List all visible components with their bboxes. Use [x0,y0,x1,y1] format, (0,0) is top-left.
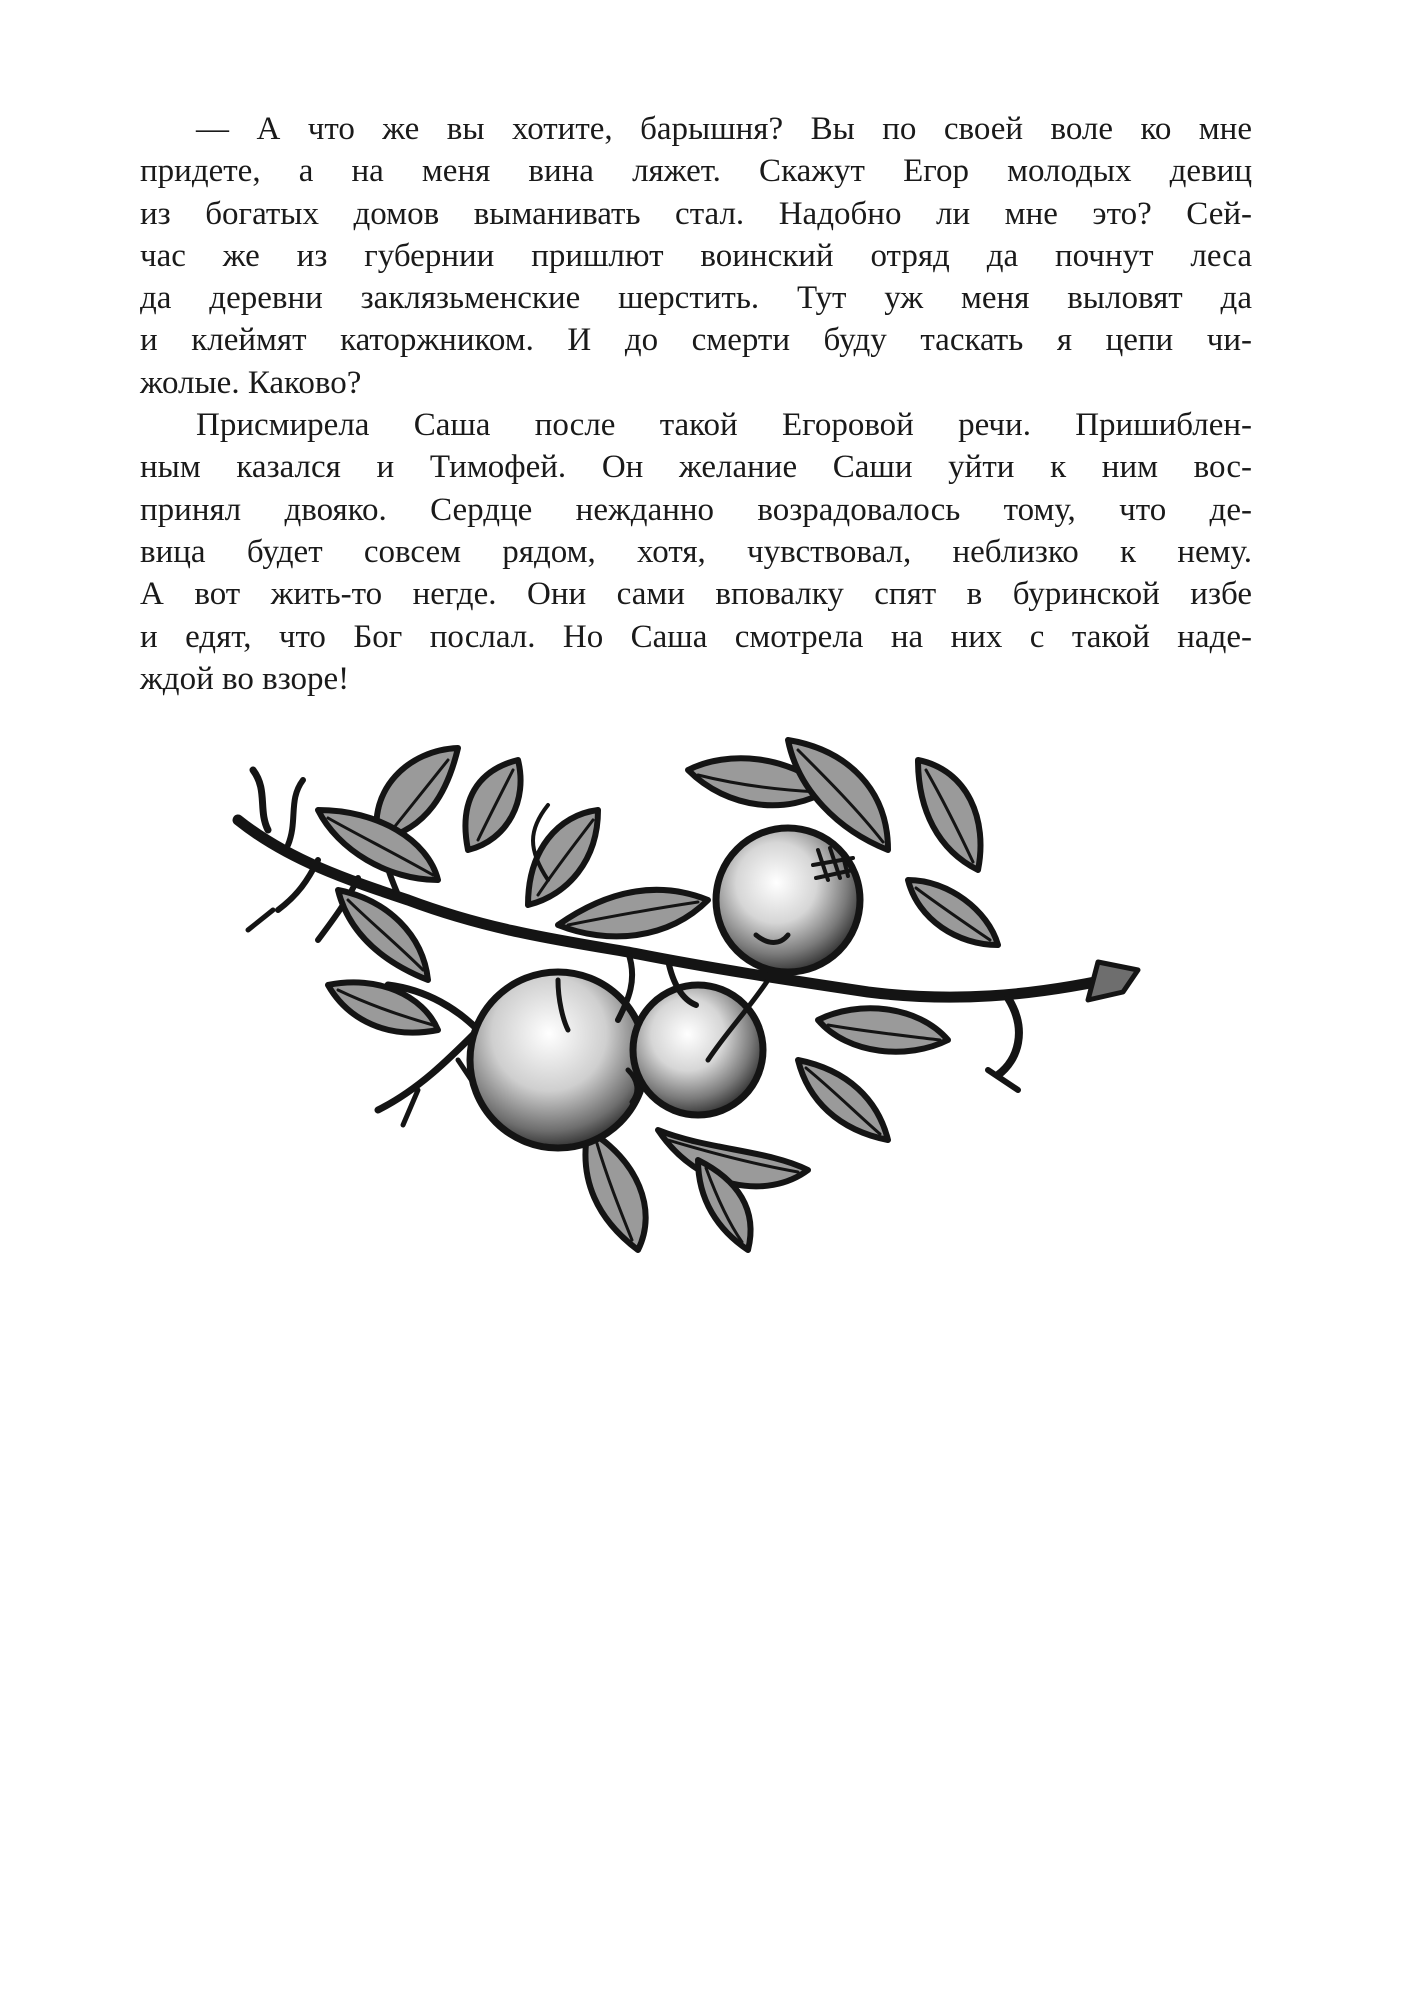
text-line: придете, а на меня вина ляжет. Скажут Егор молодых девиц [140,153,1252,190]
text-line: Присмирела Саша после такой Егоровой речи. Пришиблен- [196,407,1252,444]
text-line: и едят, что Бог послал. Но Саша смотрела на них с такой наде- [140,618,1252,655]
apple-right [716,828,860,972]
text-line: вица будет совсем рядом, хотя, чувствовал, неблизко к нему. [140,533,1252,570]
text-line: принял двояко. Сердце нежданно возрадовалось тому, что де- [140,491,1252,528]
body-text [140,108,1252,700]
text-line: ным казался и Тимофей. Он желание Саши уйти к ним вос- [140,449,1252,486]
text-line: из богатых домов выманивать стал. Надобно ли мне это? Сей- [140,195,1252,232]
text-line: А вот жить-то негде. Они сами вповалку спят в буринской избе [140,576,1252,613]
text-line: час же из губернии пришлют воинский отряд да почнут леса [140,237,1252,274]
paragraph-1 [140,108,1252,404]
text-line: жолые. Каково? [140,364,362,401]
apple-branch-illustration [228,730,1158,1270]
paragraph-2 [140,404,1252,700]
text-line: да деревни заклязьменские шерстить. Тут уж меня выловят да [140,280,1252,317]
text-line: ждой во взоре! [140,660,350,697]
text-line: и клеймят каторжником. И до смерти буду таскать я цепи чи- [140,322,1252,359]
text-line: — А что же вы хотите, барышня? Вы по своей воле ко мне [196,111,1252,147]
